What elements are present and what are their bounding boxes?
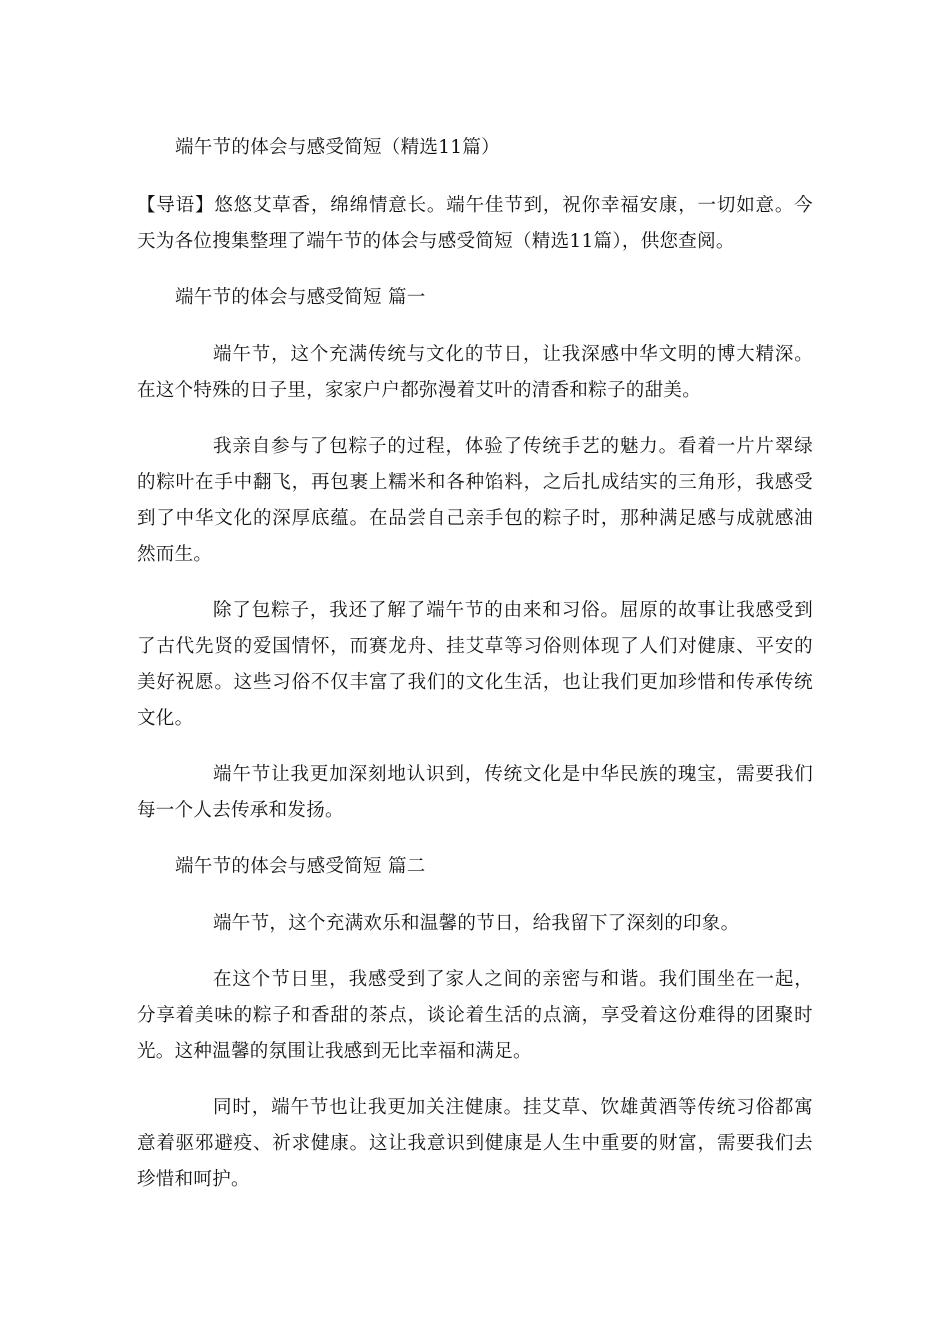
body-paragraph: 除了包粽子，我还了解了端午节的由来和习俗。屈原的故事让我感受到了古代先贤的爱国情怀，而赛龙舟、挂艾草等习俗则体现了人们对健康、平安的美好祝愿。这些习俗不仅丰富了我们的文化生活，也让我们更加珍惜和传承传统文化。 bbox=[137, 600, 813, 729]
section-2 bbox=[137, 849, 813, 1198]
body-paragraph: 同时，端午节也让我更加关注健康。挂艾草、饮雄黄酒等传统习俗都寓意着驱邪避疫、祈求健康。这让我意识到健康是人生中重要的财富，需要我们去珍惜和呵护。 bbox=[137, 1097, 813, 1190]
lead-paragraph: 【导语】悠悠艾草香，绵绵情意长。端午佳节到，祝你幸福安康，一切如意。今天为各位搜集整理了端午节的体会与感受简短（精选11篇），供您查阅。 bbox=[137, 195, 813, 252]
body-paragraph: 在这个节日里，我感受到了家人之间的亲密与和谐。我们围坐在一起，分享着美味的粽子和香甜的茶点，谈论着生活的点滴，享受着这份难得的团聚时光。这种温馨的氛围让我感到无比幸福和满足。 bbox=[137, 969, 813, 1062]
document-title: 端午节的体会与感受简短（精选11篇） bbox=[175, 137, 500, 158]
section-heading: 端午节的体会与感受简短 篇一 bbox=[175, 287, 426, 308]
body-paragraph: 我亲自参与了包粽子的过程，体验了传统手艺的魅力。看着一片片翠绿的粽叶在手中翻飞，再包裹上糯米和各种馅料，之后扎成结实的三角形，我感受到了中华文化的深厚底蕴。在品尝自己亲手包的粽子时，那种满足感与成就感油然而生。 bbox=[137, 436, 813, 565]
body-paragraph: 端午节，这个充满欢乐和温馨的节日，给我留下了深刻的印象。 bbox=[213, 913, 740, 934]
document-body bbox=[137, 130, 813, 1218]
section-heading: 端午节的体会与感受简短 篇二 bbox=[175, 856, 426, 877]
body-paragraph: 端午节，这个充满传统与文化的节日，让我深感中华文明的博大精深。在这个特殊的日子里，家家户户都弥漫着艾叶的清香和粽子的甜美。 bbox=[137, 344, 813, 401]
body-paragraph: 端午节让我更加深刻地认识到，传统文化是中华民族的瑰宝，需要我们每一个人去传承和发扬。 bbox=[137, 764, 813, 821]
section-1 bbox=[137, 280, 813, 829]
